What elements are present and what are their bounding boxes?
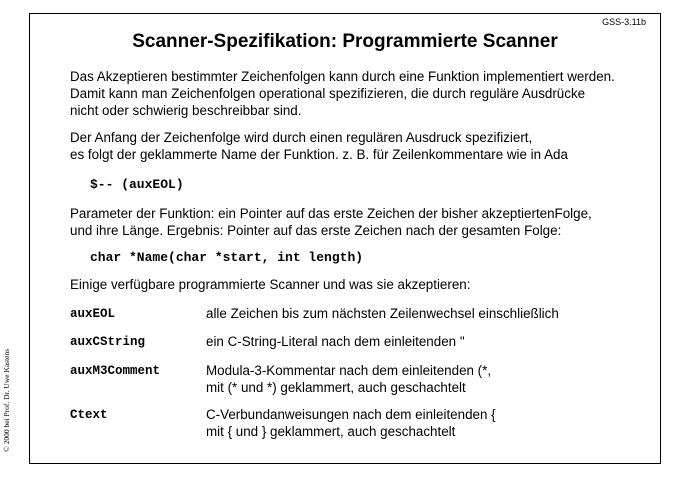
scanner-description: Modula-3-Kommentar nach dem einleitenden (*, mit (* und *) geklammert, auch geschachtelt [206, 363, 492, 395]
copyright-notice: © 2000 bei Prof. Dr. Uwe Kastens [2, 348, 11, 452]
intro-line: Damit kann man Zeichenfolgen operational spezifizieren, die durch reguläre Ausdrücke [70, 86, 586, 101]
scanner-name: auxM3Comment [70, 364, 161, 378]
slide-title: Scanner-Spezifikation: Programmierte Scanner [132, 31, 558, 52]
intro-line: nicht oder schwierig beschreibbar sind. [70, 103, 302, 118]
intro-paragraph [70, 68, 615, 119]
scanner-name: Ctext [70, 408, 108, 422]
slide-id: GSS-3.11b [602, 17, 646, 27]
param-paragraph [70, 205, 592, 239]
example-code: $-- (auxEOL) [90, 177, 184, 192]
scanner-description: C-Verbundanweisungen nach dem einleitenden { mit { und } geklammert, auch geschachtelt [206, 407, 496, 439]
intro-line: Das Akzeptieren bestimmter Zeichenfolgen kann durch eine Funktion implementiert werden. [70, 69, 615, 84]
slide-frame [29, 13, 661, 464]
scanner-description: ein C-String-Literal nach dem einleitenden " [206, 334, 465, 349]
scanner-name: auxEOL [70, 307, 116, 321]
scanner-description: alle Zeichen bis zum nächsten Zeilenwechsel einschließlich [206, 306, 559, 321]
regex-paragraph [70, 129, 568, 163]
regex-line: Der Anfang der Zeichenfolge wird durch einen regulären Ausdruck spezifiziert, [70, 130, 533, 145]
signature-code: char *Name(char *start, int length) [90, 250, 364, 265]
param-line: und ihre Länge. Ergebnis: Pointer auf das erste Zeichen nach der gesamten Folge: [70, 223, 562, 238]
list-intro: Einige verfügbare programmierte Scanner und was sie akzeptieren: [70, 277, 471, 292]
scanner-name: auxCString [70, 335, 146, 349]
param-line: Parameter der Funktion: ein Pointer auf das erste Zeichen der bisher akzeptiertenFolge, [70, 206, 592, 221]
regex-line: es folgt der geklammerte Name der Funktion. z. B. für Zeilenkommentare wie in Ada [70, 147, 568, 162]
